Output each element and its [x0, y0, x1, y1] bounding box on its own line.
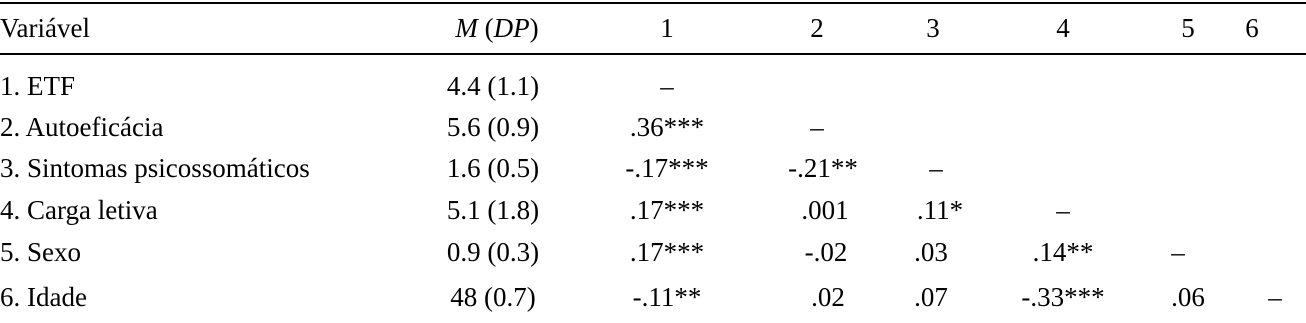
- row-4-col-3: .11*: [916, 195, 964, 225]
- row-6-col-3: .07: [914, 282, 948, 312]
- row-2-col-2: –: [810, 112, 824, 142]
- row-3-col-3: –: [929, 153, 943, 183]
- row-5-col-4: .14**: [1032, 237, 1094, 267]
- header-sd-label: DP: [493, 13, 530, 43]
- row-6-col-2: .02: [811, 282, 845, 312]
- header-mean-label: M: [455, 13, 478, 43]
- row-4-label: 4. Carga letiva: [0, 195, 158, 225]
- header-col-6: 6: [1245, 13, 1259, 43]
- row-5-label: 5. Sexo: [0, 237, 81, 267]
- row-5-col-1: .17***: [629, 237, 705, 267]
- row-1-col-1: –: [660, 71, 674, 101]
- row-3-col-2: -.21**: [788, 153, 858, 183]
- row-6-col-1: -.11**: [632, 282, 702, 312]
- header-mean-sd: [455, 12, 538, 44]
- row-2-mean-sd: 5.6 (0.9): [446, 112, 540, 142]
- row-1-mean-sd: 4.4 (1.1): [446, 71, 540, 101]
- row-1-label: 1. ETF: [0, 71, 76, 101]
- row-6-col-6: –: [1268, 282, 1282, 312]
- row-2-label: 2. Autoeficácia: [0, 112, 164, 142]
- row-4-col-1: .17***: [629, 195, 705, 225]
- row-6-col-5: .06: [1171, 282, 1205, 312]
- row-4-mean-sd: 5.1 (1.8): [446, 195, 540, 225]
- header-col-1: 1: [660, 13, 674, 43]
- table-header-rule: [0, 53, 1306, 55]
- row-6-label: 6. Idade: [0, 282, 87, 312]
- row-5-col-3: .03: [914, 237, 948, 267]
- row-4-col-4: –: [1056, 195, 1070, 225]
- row-6-mean-sd: 48 (0.7): [450, 282, 536, 312]
- header-col-5: 5: [1181, 13, 1195, 43]
- row-2-col-1: .36***: [629, 112, 705, 142]
- header-paren-open: (: [477, 13, 494, 43]
- table-top-rule: [0, 2, 1306, 4]
- header-paren-close: ): [529, 13, 539, 43]
- row-3-mean-sd: 1.6 (0.5): [446, 153, 540, 183]
- header-col-4: 4: [1056, 13, 1070, 43]
- row-5-mean-sd: 0.9 (0.3): [446, 237, 540, 267]
- header-variable: Variável: [0, 13, 90, 43]
- header-col-3: 3: [926, 13, 940, 43]
- row-6-col-4: -.33***: [1021, 282, 1105, 312]
- header-col-2: 2: [810, 13, 824, 43]
- row-5-col-5: –: [1171, 237, 1185, 267]
- row-5-col-2: -.02: [804, 237, 848, 267]
- row-3-col-1: -.17***: [625, 153, 709, 183]
- row-4-col-2: .001: [801, 195, 849, 225]
- row-3-label: 3. Sintomas psicossomáticos: [0, 153, 310, 183]
